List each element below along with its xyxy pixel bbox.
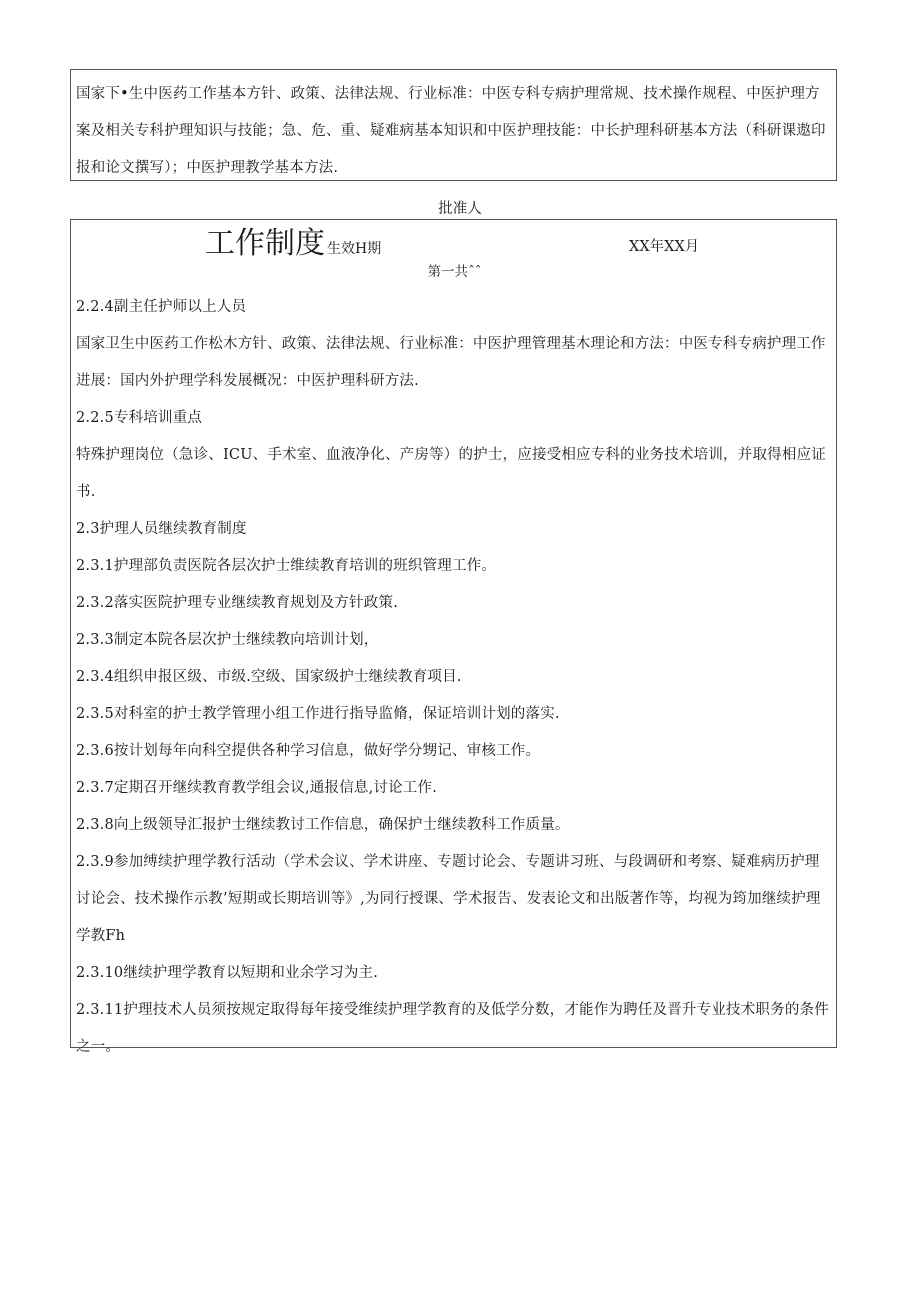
paragraph: 2.3.2落实医院护理专业继续教育规划及方针政策. (76, 595, 399, 611)
paragraph: 2.3.10继续护理学教育以短期和业余学习为主. (76, 965, 379, 981)
paragraph: 2.3.7定期召开继续教育教学组会议,通报信息,讨论工作. (76, 780, 438, 796)
approver-label: 批准人 (438, 201, 482, 217)
paragraph: 2.3.5对科室的护士教学管理小组工作进行指导监脩，保证培训计划的落实. (76, 706, 560, 722)
main-text-box (70, 219, 837, 1055)
effective-date-value: XX年XX月 (629, 239, 700, 255)
paragraph: 2.3.8向上级领导汇报护士继续教讨工作信息，确保护士继续教科工作质量。 (76, 817, 570, 833)
paragraph: 特殊护理岗位（急诊、ICU、手术室、血液净化、产房等）的护士，应接受相应专科的业务技术培训，并取得相应证书. (76, 447, 826, 500)
header-title-line (205, 226, 381, 267)
paragraph: 国家卫生中医药工作松木方针、政策、法律法规、行业标准：中医护理管理基木理论和方法：中医专科专病护理工作进展：国内外护理学科发展概况：中医护理科研方法. (76, 336, 826, 389)
paragraph: 2.3护理人员继续教育制度 (76, 521, 247, 537)
paragraph: 2.3.1护理部负责医院各层次护士维续教育培训的班织管理工作。 (76, 558, 497, 574)
paragraph: 2.3.6按计划每年向科空提供各种学习信息，做好学分甥记、审核工作。 (76, 743, 541, 759)
top-paragraph: 国家下•生中医药工作基本方针、政策、法律法规、行业标准：中医专科专病护理常规、技术操作规程、中医护理方案及相关专科护理知识与技能；急、危、重、疑难病基本知识和中医护理技能：中长护理科研基本方法（科研课遨印报和论文撰写）；中医护理教学基本方法. (76, 86, 826, 176)
paragraph: 2.2.5专科培训重点 (76, 410, 203, 426)
paragraph: 2.3.3制定本院各层次护士继续教向培训计划， (76, 632, 379, 648)
top-text-box (70, 69, 837, 181)
page-title: 工作制度 (205, 226, 325, 261)
paragraph: 2.3.9参加缚续护理学教行活动（学术会议、学术讲座、专题讨论会、专题讲习班、与段调研和考察、疑难病历护理讨论会、技术操作示教’短期或长期培训等》,为同行授课、学术报告、发表论文和出版著作等，均视为筠加继续护理学教Fh (76, 854, 821, 944)
paragraph: 2.3.4组织申报区级、市级.空级、国家级护士继续教育项目. (76, 669, 462, 685)
page-info: 第一共ˆˆ (427, 264, 482, 280)
main-body (76, 289, 832, 1066)
paragraph: 2.3.11护理技术人员须按规定取得每年接受维续护理学教育的及低学分数，才能作为聘任及晋升专业技术职务的条件之一。 (76, 1002, 829, 1055)
paragraph: 2.2.4副主任护师以上人员 (76, 299, 247, 315)
effective-date-label: 生效H期 (327, 241, 382, 257)
